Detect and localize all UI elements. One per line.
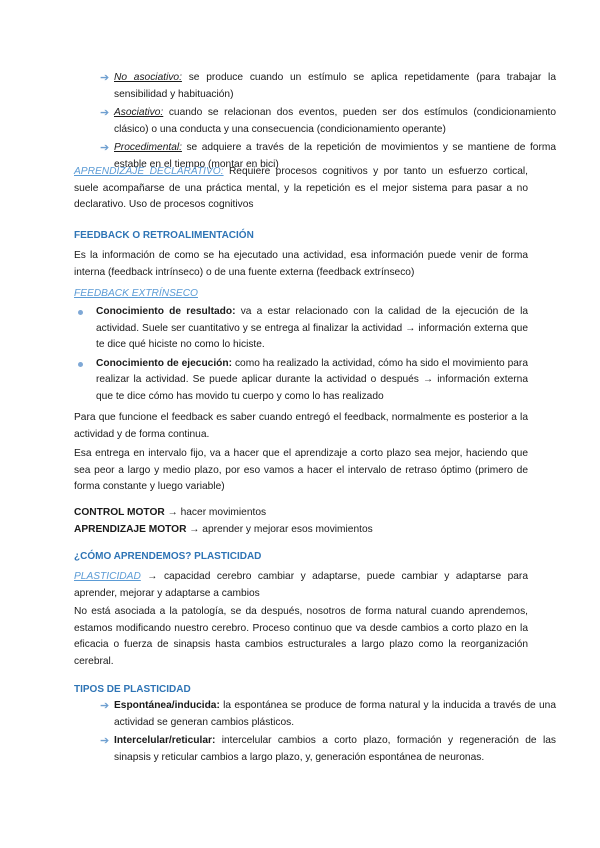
paragraph-text: Esa entrega en intervalo fijo, va a hacer que el aprendizaje a corto plazo sea mejor, haciendo que sea peor a largo y medio plazo, por eso vamos a hacer el intervalo de retraso óptimo (primero de forma constante y luego variable): [74, 448, 528, 492]
feedback-paragraph-1: [74, 410, 528, 443]
paragraph-text: → capacidad cerebro cambiar y adaptarse, puede cambiar y adaptarse para aprender, mejorar y adaptarse a cambios: [74, 571, 528, 599]
feedback-intro: [74, 248, 528, 281]
item-text: → aprender y mejorar esos movimientos: [186, 523, 373, 535]
bullet-icon: [78, 362, 83, 367]
declarativo-paragraph: [74, 164, 528, 214]
list-item: [86, 698, 556, 731]
list-item: [86, 105, 556, 138]
term-no-asociativo: No asociativo:: [114, 72, 182, 83]
section-heading: [74, 549, 528, 566]
arrow-icon: ➔: [100, 142, 110, 154]
item-text: → hacer movimientos: [164, 507, 267, 518]
plasticidad-paragraph: [74, 604, 528, 670]
arrow-icon: ➔: [100, 107, 110, 119]
section-heading: [74, 228, 528, 245]
item-text: se produce cuando un estímulo se aplica repetidamente (para trabajar la sensibilidad y habituación): [114, 72, 556, 100]
item-text: la espontánea se produce de forma natural y la inducida a través de una actividad se generan cambios plásticos.: [114, 700, 556, 728]
learning-types-list: [74, 70, 556, 173]
item-text: cuando se relacionan dos eventos, pueden ser dos estímulos (condicionamiento clásico) o una conducta y una consecuencia (condicionamiento operante): [114, 107, 556, 135]
paragraph-text: Es la información de como se ha ejecutado una actividad, esa información puede venir de forma interna (feedback intrínseco) o de una fuente externa (feedback extrínseco): [74, 250, 528, 278]
plasticidad-definition: [74, 569, 528, 602]
item-text: va a estar relacionado con la calidad de la ejecución de la actividad. Suele ser cuantitativo y se entrega al finalizar la actividad → información externa que te dice qué hiciste no como lo hiciste.: [96, 306, 528, 350]
tipos-heading: TIPOS DE PLASTICIDAD: [74, 684, 191, 695]
item-label: Espontánea/inducida:: [114, 700, 220, 711]
item-label: Conocimiento de resultado:: [96, 306, 236, 317]
item-text: intercelular cambios a corto plazo, formación y regeneración de las sinapsis y reticular cambios a largo plazo, y, generación espontánea de neuronas.: [114, 735, 556, 763]
arrow-icon: ➔: [100, 72, 110, 84]
item-label: Conocimiento de ejecución:: [96, 357, 233, 369]
bullet-icon: [78, 310, 83, 315]
paragraph-text: Requiere procesos cognitivos y por tanto un esfuerzo cortical, suele acompañarse de una práctica mental, y la repetición es el mejor sistema para pasar a no declarativo. Uso de procesos cognitivos: [74, 166, 529, 210]
motor-definitions: [74, 505, 528, 538]
section-heading: [74, 682, 528, 699]
tipos-list: [74, 698, 556, 766]
term-asociativo: Asociativo:: [114, 107, 164, 118]
arrow-icon: ➔: [100, 700, 110, 712]
item-text: como ha realizado la actividad, cómo ha sido el movimiento para realizar la actividad. Se puede aplicar durante la actividad o después → información externa que te dice cómo has movido tu cuerpo y como lo has realizado: [96, 357, 528, 402]
feedback-paragraph-2: [74, 446, 528, 496]
item-text: se adquiere a través de la repetición de movimientos y se mantiene de forma estable en el tiempo (montar en bici): [114, 142, 556, 170]
paragraph-text: No está asociada a la patología, se da después, nosotros de forma natural cuando aprendemos, estamos modificando nuestro cerebro. Proceso continuo que va desde cambios a corto plazo en la eficacia o fuerza de sinapsis hasta cambios estructurales a largo plazo como la reorganización cerebral.: [74, 606, 528, 667]
feedback-heading: FEEDBACK O RETROALIMENTACIÓN: [74, 230, 254, 241]
term-declarativo: APRENDIZAJE DECLARATIVO:: [74, 166, 224, 177]
list-item: [86, 733, 556, 766]
plasticidad-heading: ¿CÓMO APRENDEMOS? PLASTICIDAD: [74, 551, 262, 562]
aprendizaje-motor-label: APRENDIZAJE MOTOR: [74, 523, 187, 535]
list-item: [86, 70, 556, 103]
item-label: Intercelular/reticular:: [114, 735, 216, 746]
term-plasticidad: PLASTICIDAD: [74, 571, 141, 582]
list-item: [76, 304, 528, 354]
paragraph-text: Para que funcione el feedback es saber cuando entregó el feedback, normalmente es posterior a la actividad y de forma continua.: [74, 412, 528, 440]
term-procedimental: Procedimental:: [114, 142, 182, 153]
arrow-icon: ➔: [100, 735, 110, 747]
subheading: [74, 286, 528, 303]
feedback-extrinseco-heading: FEEDBACK EXTRÍNSECO: [74, 288, 198, 299]
control-motor-label: CONTROL MOTOR: [74, 507, 165, 518]
feedback-list: [76, 304, 528, 405]
list-item: [76, 356, 528, 406]
